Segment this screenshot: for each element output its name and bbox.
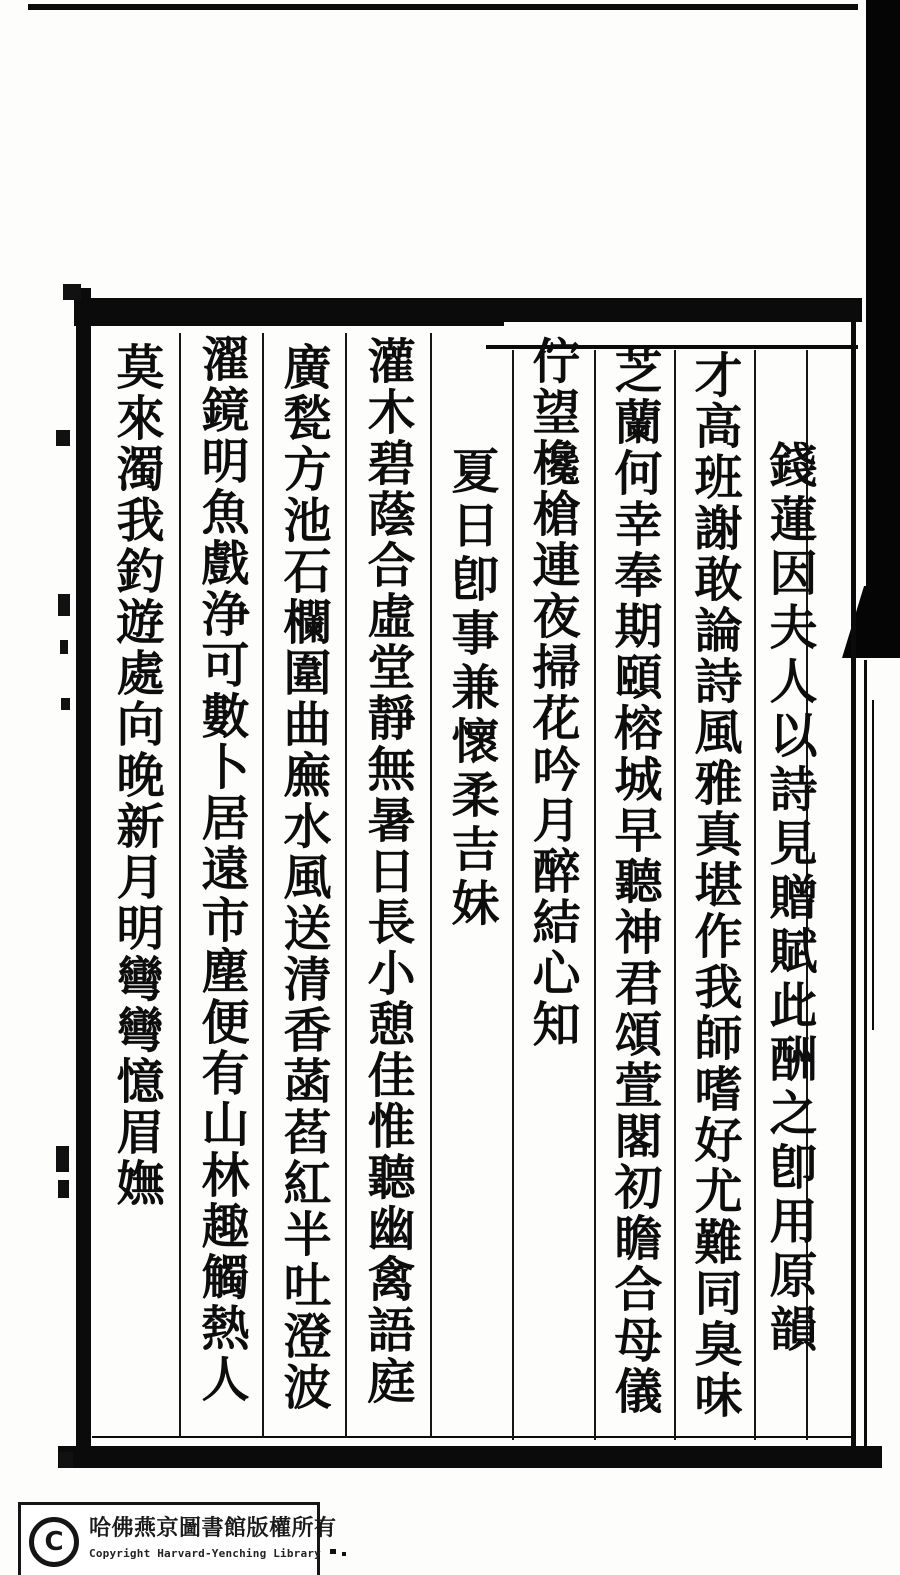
- stamp-english-text: Copyright Harvard-Yenching Library: [89, 1547, 321, 1560]
- frame-left-border: [76, 288, 91, 1468]
- copyright-stamp: [18, 1502, 337, 1575]
- scan-speck: [330, 1549, 336, 1554]
- poem1-verse-column-1: 才高班謝敢論詩風雅真堪作我師嗜好尤難同臭味: [686, 350, 742, 1421]
- scan-speck: [61, 698, 70, 710]
- column-rule: [262, 333, 264, 1438]
- scan-speck: [63, 284, 81, 300]
- scan-speck: [56, 1146, 69, 1172]
- column-rule: [594, 350, 596, 1440]
- scan-speck: [58, 1180, 69, 1198]
- frame-bottom-border: [58, 1446, 882, 1468]
- scan-speck: [342, 1552, 346, 1556]
- stamp-chinese-text: 哈佛燕京圖書館版權所有: [89, 1516, 337, 1541]
- scan-speck: [59, 1452, 73, 1468]
- scan-right-edge-strip: [866, 0, 900, 658]
- poem2-verse-column-3: 濯鏡明魚戲浄可數卜居遠市塵便有山林趣觸熱人: [193, 334, 249, 1405]
- scan-right-edge-line: [864, 660, 867, 1446]
- poem2-verse-column-2: 廣甃方池石欄圍曲廡水風送清香菡萏紅半吐澄波: [275, 342, 331, 1413]
- poem2-verse-column-4: 莫來濁我釣遊處向晚新月明彎彎憶眉嫵: [108, 342, 164, 1209]
- frame-right-rule: [851, 300, 856, 1446]
- poem2-title-column: 夏日卽事兼懷柔吉妹: [443, 446, 499, 932]
- column-rule: [674, 350, 676, 1440]
- poem1-verse-column-3: 佇望欃槍連夜掃花吟月醉結心知: [524, 336, 580, 1050]
- copyright-symbol-letter: C: [44, 1527, 64, 1557]
- frame-top-border-thick-left: [74, 318, 504, 326]
- scan-speck: [60, 640, 68, 654]
- column-rule: [179, 333, 181, 1438]
- frame-bottom-inner-rule: [92, 1436, 852, 1438]
- poem1-verse-column-2: 芝蘭何幸奉期頤榕城早聽神君頌萱閣初瞻合母儀: [606, 346, 662, 1417]
- poem1-title-column: 錢蓮因夫人以詩見贈賦此酬之卽用原韻: [761, 440, 817, 1358]
- column-rule: [430, 333, 432, 1438]
- column-rule: [512, 350, 514, 1440]
- scan-speck: [58, 594, 70, 616]
- poem2-verse-column-1: 灌木碧蔭合虛堂靜無暑日長小憩佳惟聽幽禽語庭: [359, 336, 415, 1407]
- copyright-symbol-icon: [29, 1517, 79, 1567]
- scan-top-edge-line: [28, 4, 858, 10]
- column-rule: [345, 333, 347, 1438]
- scan-speck: [56, 430, 70, 446]
- scan-right-edge-line-2: [872, 700, 874, 1030]
